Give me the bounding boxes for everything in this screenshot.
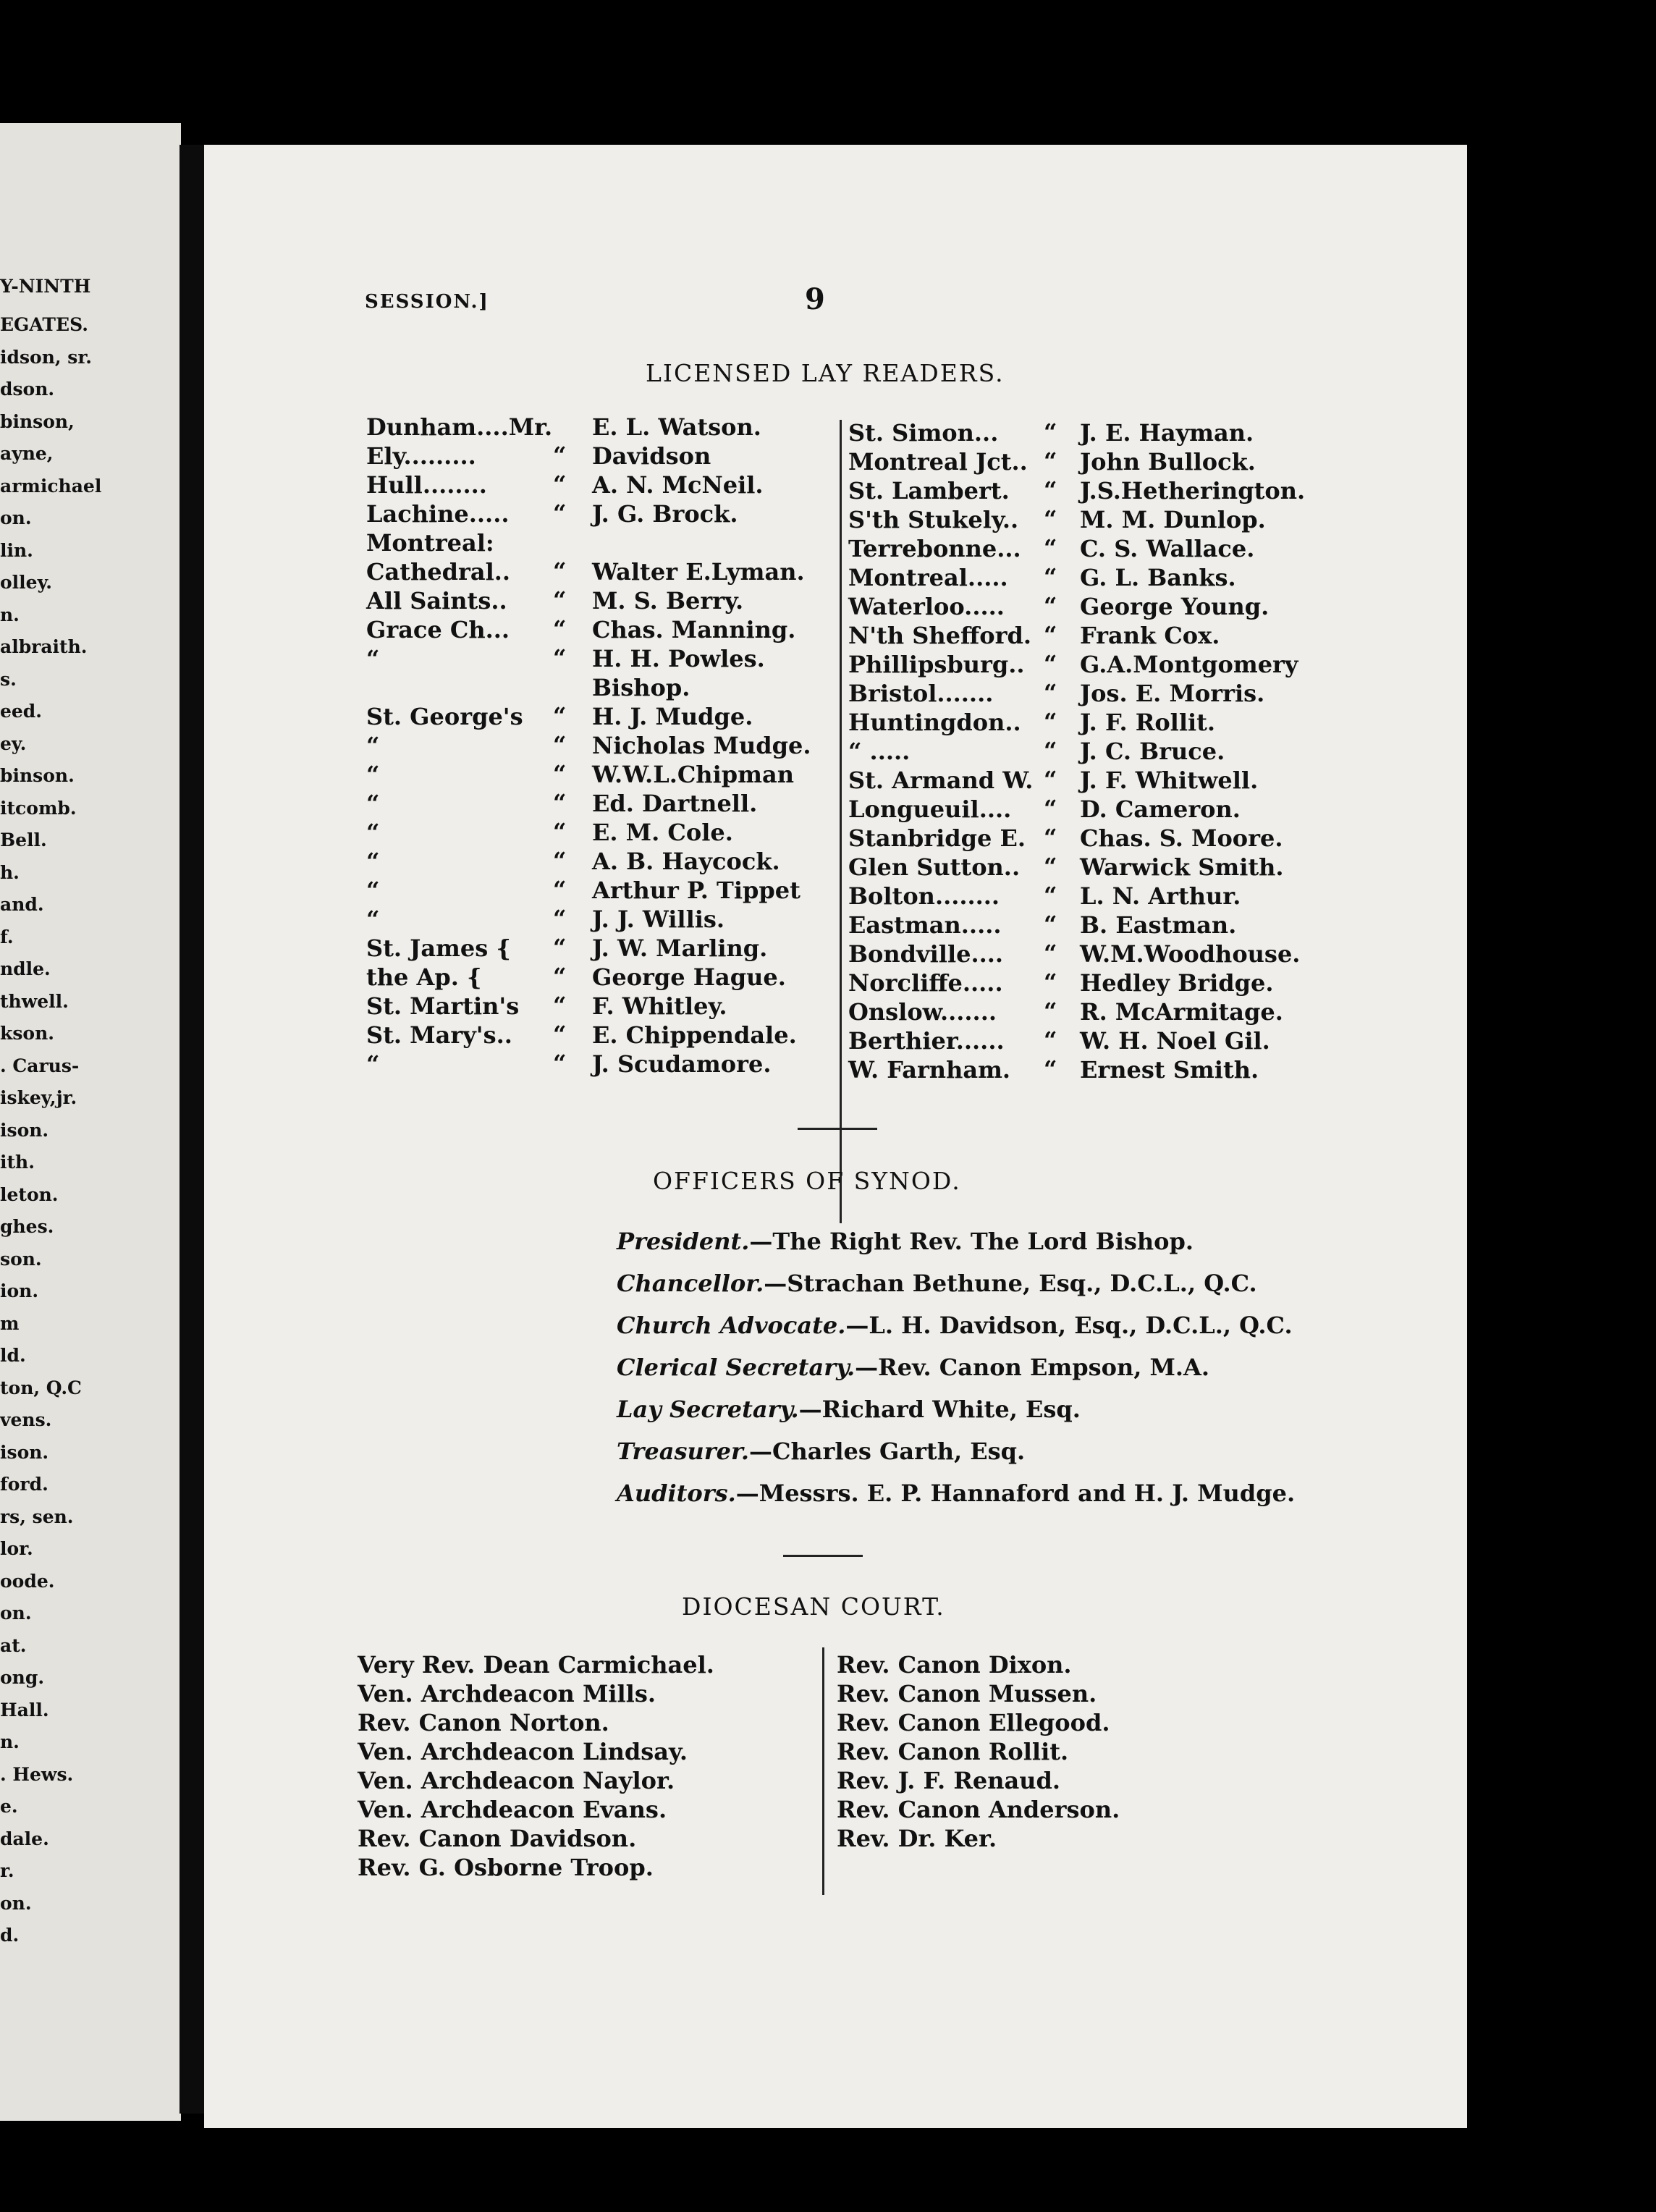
section-rule <box>783 1555 863 1557</box>
ditto-mark: “ <box>553 934 567 961</box>
reader-name: George Hague. <box>592 963 786 991</box>
reader-name: H. J. Mudge. <box>592 703 753 730</box>
officer-entry <box>617 1270 1257 1297</box>
reader-place: Norcliffe..... <box>848 969 1003 997</box>
reader-name: Chas. S. Moore. <box>1080 824 1283 852</box>
reader-place: Montreal..... <box>848 564 1008 591</box>
left-page-fragment-line: leton. <box>0 1183 59 1205</box>
left-page-fragment-line: ion. <box>0 1280 39 1301</box>
reader-place: St. James { <box>366 934 511 962</box>
reader-place: W. Farnham. <box>848 1056 1011 1084</box>
ditto-mark: “ <box>1044 940 1057 967</box>
ditto-mark: “ <box>553 644 567 672</box>
ditto-mark: “ <box>1044 882 1057 909</box>
left-page-fragment-line: ayne, <box>0 443 54 464</box>
reader-name: W. H. Noel Gil. <box>1080 1027 1270 1055</box>
reader-place: Waterloo..... <box>848 593 1005 620</box>
ditto-mark: “ <box>1044 563 1057 591</box>
ditto-mark: “ <box>1044 1026 1057 1054</box>
left-page-fragment-line: ison. <box>0 1119 49 1141</box>
ditto-mark: “ <box>1044 1055 1057 1083</box>
ditto-mark: “ <box>1044 795 1057 822</box>
binding-gutter <box>179 145 204 2114</box>
reader-name: A. N. McNeil. <box>592 471 764 499</box>
reader-place: Montreal Jct.. <box>848 448 1028 476</box>
reader-place: St. George's <box>366 703 523 730</box>
reader-name: B. Eastman. <box>1080 911 1237 939</box>
court-member: Rev. Canon Norton. <box>358 1709 609 1736</box>
reader-name: Ernest Smith. <box>1080 1056 1259 1084</box>
officer-holder: —Richard White, Esq. <box>798 1396 1081 1423</box>
reader-place: Dunham....Mr. <box>366 413 553 441</box>
court-title: DIOCESAN COURT. <box>682 1592 945 1621</box>
reader-name: J. C. Bruce. <box>1080 738 1225 765</box>
reader-place: Onslow....... <box>848 998 997 1026</box>
reader-name: E. Chippendale. <box>592 1021 797 1049</box>
left-page-fragment-line: ton, Q.C <box>0 1377 82 1398</box>
left-page-fragment-line: h. <box>0 861 20 883</box>
officer-role: Auditors. <box>617 1479 736 1507</box>
reader-place: “ <box>366 877 380 904</box>
ditto-mark: “ <box>553 442 567 469</box>
left-page-fragment-line: d. <box>0 1925 20 1946</box>
reader-name: Jos. E. Morris. <box>1080 680 1265 707</box>
left-page-fragment-line: dson. <box>0 379 55 400</box>
court-member: Rev. Canon Rollit. <box>837 1738 1069 1765</box>
court-member: Rev. Canon Mussen. <box>837 1680 1097 1707</box>
left-page-fragment-line: ghes. <box>0 1216 54 1237</box>
reader-place: “ <box>366 645 380 672</box>
officers-title: OFFICERS OF SYNOD. <box>653 1167 961 1195</box>
reader-place: “ <box>366 790 380 817</box>
reader-name: Arthur P. Tippet <box>592 877 800 904</box>
ditto-mark: “ <box>553 702 567 730</box>
reader-name: W.M.Woodhouse. <box>1080 940 1301 968</box>
reader-name: A. B. Haycock. <box>592 848 780 875</box>
reader-place: Cathedral.. <box>366 558 511 586</box>
ditto-mark: “ <box>1044 418 1057 446</box>
left-page-fragment-line: m <box>0 1312 20 1334</box>
court-member: Rev. Canon Davidson. <box>358 1825 637 1852</box>
left-page-fragment-line: oode. <box>0 1570 55 1592</box>
reader-place: Berthier...... <box>848 1027 1005 1055</box>
reader-name: G.A.Montgomery <box>1080 651 1298 678</box>
reader-place: Ely......... <box>366 442 476 470</box>
ditto-mark: “ <box>553 847 567 874</box>
left-page-fragment-line: kson. <box>0 1023 54 1044</box>
running-head: SESSION.] <box>365 291 489 313</box>
left-page-fragment-line: e. <box>0 1796 18 1817</box>
left-page-fragment-line: lin. <box>0 539 33 561</box>
reader-place: S'th Stukely.. <box>848 506 1019 533</box>
reader-place: Bondville.... <box>848 940 1004 968</box>
reader-name: M. M. Dunlop. <box>1080 506 1266 533</box>
left-page-fragment-line: on. <box>0 1603 32 1624</box>
left-page-fragment-line: ison. <box>0 1441 49 1463</box>
ditto-mark: “ <box>553 615 567 643</box>
left-page-fragment-line: f. <box>0 926 14 947</box>
left-page-fragment-line: on. <box>0 1892 32 1914</box>
officer-entry <box>617 1354 1209 1381</box>
reader-name: Bishop. <box>592 674 690 701</box>
left-page-fragment-line: albraith. <box>0 636 88 657</box>
reader-name: L. N. Arthur. <box>1080 882 1241 910</box>
officer-role: Lay Secretary. <box>617 1396 799 1423</box>
reader-name: J. E. Hayman. <box>1080 419 1254 447</box>
left-page-fragment-line: iskey,jr. <box>0 1087 77 1108</box>
ditto-mark: “ <box>553 586 567 614</box>
court-member: Rev. J. F. Renaud. <box>837 1767 1061 1794</box>
left-page-fragment-line: vens. <box>0 1409 52 1430</box>
court-member: Rev. G. Osborne Troop. <box>358 1854 654 1881</box>
ditto-mark: “ <box>1044 824 1057 851</box>
ditto-mark: “ <box>1044 621 1057 649</box>
left-page-fragment-line: ey. <box>0 733 27 754</box>
reader-name: George Young. <box>1080 593 1270 620</box>
ditto-mark: “ <box>553 1021 567 1048</box>
left-page-fragment-line: ld. <box>0 1345 26 1366</box>
reader-name: Davidson <box>592 442 711 470</box>
reader-place: Huntingdon.. <box>848 709 1021 736</box>
court-member: Ven. Archdeacon Evans. <box>358 1796 667 1823</box>
officer-role: President. <box>617 1228 750 1255</box>
reader-place: “ <box>366 732 380 759</box>
ditto-mark: “ <box>553 557 567 585</box>
ditto-mark: “ <box>553 818 567 845</box>
officer-holder: —Charles Garth, Esq. <box>749 1438 1026 1465</box>
reader-place: Lachine..... <box>366 500 510 528</box>
ditto-mark: “ <box>1044 505 1057 533</box>
section-rule <box>798 1128 877 1130</box>
left-page-fragment <box>0 123 181 2121</box>
ditto-mark: “ <box>1044 534 1057 562</box>
left-page-fragment-line: eed. <box>0 701 42 722</box>
court-member: Ven. Archdeacon Naylor. <box>358 1767 675 1794</box>
officer-entry <box>617 1228 1194 1255</box>
reader-place: “ ..... <box>848 738 911 765</box>
ditto-mark: “ <box>1044 708 1057 735</box>
ditto-mark: “ <box>1044 853 1057 880</box>
reader-place: Eastman..... <box>848 911 1002 939</box>
reader-place: Montreal: <box>366 529 494 557</box>
left-page-fragment-line: idson, sr. <box>0 346 92 368</box>
ditto-mark: “ <box>1044 997 1057 1025</box>
officer-entry <box>617 1438 1025 1465</box>
reader-place: St. Armand W. <box>848 767 1034 794</box>
reader-name: W.W.L.Chipman <box>592 761 794 788</box>
left-page-fragment-line: Hall. <box>0 1699 49 1721</box>
left-page-fragment-line: n. <box>0 1731 20 1752</box>
reader-name: J.S.Hetherington. <box>1080 477 1306 505</box>
left-page-fragment-line: on. <box>0 507 32 528</box>
left-page-fragment-line: at. <box>0 1634 27 1656</box>
left-page-fragment-line: ford. <box>0 1474 48 1495</box>
reader-place: N'th Shefford. <box>848 622 1031 649</box>
left-page-fragment-line: and. <box>0 894 44 915</box>
reader-name: Frank Cox. <box>1080 622 1220 649</box>
left-page-fragment-line: itcomb. <box>0 797 77 819</box>
reader-name: J. F. Rollit. <box>1080 709 1216 736</box>
left-page-fragment-line: son. <box>0 1248 42 1270</box>
main-page <box>204 145 1467 2128</box>
ditto-mark: “ <box>1044 968 1057 996</box>
reader-place: “ <box>366 1050 380 1078</box>
ditto-mark: “ <box>553 992 567 1019</box>
officer-holder: —L. H. Davidson, Esq., D.C.L., Q.C. <box>845 1312 1293 1339</box>
left-page-fragment-line: armichael <box>0 475 102 497</box>
ditto-mark: “ <box>553 963 567 990</box>
officer-role: Church Advocate. <box>617 1312 846 1339</box>
left-page-fragment-line: Bell. <box>0 830 47 850</box>
reader-name: C. S. Wallace. <box>1080 535 1255 562</box>
left-page-fragment-line: dale. <box>0 1828 49 1849</box>
left-page-fragment-line: r. <box>0 1860 14 1881</box>
reader-place: Terrebonne... <box>848 535 1021 562</box>
reader-place: “ <box>366 906 380 933</box>
ditto-mark: “ <box>1044 737 1057 764</box>
officer-holder: —Messrs. E. P. Hannaford and H. J. Mudge. <box>735 1479 1296 1507</box>
left-page-fragment-line: thwell. <box>0 990 69 1012</box>
ditto-mark: “ <box>553 760 567 788</box>
court-member: Ven. Archdeacon Mills. <box>358 1680 656 1707</box>
ditto-mark: “ <box>1044 911 1057 938</box>
officer-role: Chancellor. <box>617 1270 764 1297</box>
reader-place: Bolton........ <box>848 882 1000 910</box>
reader-name: H. H. Powles. <box>592 645 765 672</box>
reader-name: D. Cameron. <box>1080 795 1241 823</box>
reader-place: “ <box>366 761 380 788</box>
ditto-mark: “ <box>1044 766 1057 793</box>
court-member: Ven. Archdeacon Lindsay. <box>358 1738 688 1765</box>
reader-place: St. Lambert. <box>848 477 1010 505</box>
left-page-fragment-line: binson. <box>0 765 75 786</box>
reader-name: M. S. Berry. <box>592 587 744 615</box>
reader-name: F. Whitley. <box>592 992 727 1020</box>
left-page-fragment-line: ndle. <box>0 958 51 979</box>
reader-place: “ <box>366 848 380 875</box>
lay-readers-title: LICENSED LAY READERS. <box>646 359 1005 387</box>
officer-holder: —Strachan Bethune, Esq., D.C.L., Q.C. <box>764 1270 1257 1297</box>
ditto-mark: “ <box>553 470 567 498</box>
left-page-fragment-line: s. <box>0 668 17 690</box>
reader-name: R. McArmitage. <box>1080 998 1283 1026</box>
reader-place: Bristol....... <box>848 680 994 707</box>
reader-place: Grace Ch... <box>366 616 510 643</box>
reader-place: Phillipsburg.. <box>848 651 1025 678</box>
reader-name: J. Scudamore. <box>592 1050 772 1078</box>
left-page-fragment-line: rs, sen. <box>0 1506 74 1527</box>
ditto-mark: “ <box>553 905 567 932</box>
officer-role: Clerical Secretary. <box>617 1354 856 1381</box>
reader-name: E. L. Watson. <box>592 413 761 441</box>
reader-place: Hull........ <box>366 471 487 499</box>
left-page-fragment-line: lor. <box>0 1538 33 1559</box>
reader-name: Hedley Bridge. <box>1080 969 1274 997</box>
ditto-mark: “ <box>553 876 567 903</box>
ditto-mark: “ <box>553 731 567 759</box>
reader-name: J. W. Marling. <box>592 934 768 962</box>
ditto-mark: “ <box>1044 679 1057 706</box>
ditto-mark: “ <box>1044 447 1057 475</box>
reader-name: Ed. Dartnell. <box>592 790 758 817</box>
reader-name: John Bullock. <box>1080 448 1256 476</box>
officer-holder: —The Right Rev. The Lord Bishop. <box>749 1228 1194 1255</box>
ditto-mark: “ <box>1044 592 1057 620</box>
reader-place: St. Mary's.. <box>366 1021 512 1049</box>
left-page-fragment-line: . Hews. <box>0 1763 74 1785</box>
reader-place: Glen Sutton.. <box>848 853 1021 881</box>
court-member: Rev. Dr. Ker. <box>837 1825 997 1852</box>
court-member: Very Rev. Dean Carmichael. <box>358 1651 714 1679</box>
left-page-fragment-line: ith. <box>0 1152 35 1173</box>
reader-name: J. F. Whitwell. <box>1080 767 1259 794</box>
reader-place: St. Simon... <box>848 419 999 447</box>
left-page-fragment-line: EGATES. <box>0 314 88 335</box>
court-divider <box>822 1647 824 1895</box>
officer-role: Treasurer. <box>617 1438 749 1465</box>
left-page-fragment-line: binson, <box>0 410 75 432</box>
left-page-fragment-line: olley. <box>0 572 52 593</box>
reader-name: G. L. Banks. <box>1080 564 1236 591</box>
ditto-mark: “ <box>553 499 567 527</box>
ditto-mark: “ <box>1044 650 1057 677</box>
officer-entry <box>617 1312 1293 1339</box>
column-divider <box>840 420 842 1223</box>
reader-place: All Saints.. <box>366 587 507 615</box>
court-member: Rev. Canon Dixon. <box>837 1651 1072 1679</box>
officer-holder: —Rev. Canon Empson, M.A. <box>855 1354 1210 1381</box>
reader-place: St. Martin's <box>366 992 520 1020</box>
reader-name: J. J. Willis. <box>592 906 725 933</box>
ditto-mark: “ <box>553 789 567 816</box>
officer-entry <box>617 1479 1295 1507</box>
reader-name: Warwick Smith. <box>1080 853 1284 881</box>
left-page-header: Y-NINTH <box>0 276 91 297</box>
court-member: Rev. Canon Anderson. <box>837 1796 1120 1823</box>
officer-entry <box>617 1396 1081 1423</box>
left-page-fragment-line: ong. <box>0 1667 45 1688</box>
left-page-fragment-line: . Carus- <box>0 1055 80 1076</box>
ditto-mark: “ <box>1044 476 1057 504</box>
reader-name: E. M. Cole. <box>592 819 733 846</box>
reader-name: Walter E.Lyman. <box>592 558 805 586</box>
reader-place: “ <box>366 819 380 846</box>
reader-place: Stanbridge E. <box>848 824 1026 852</box>
reader-name: J. G. Brock. <box>592 500 738 528</box>
ditto-mark: “ <box>553 1050 567 1077</box>
left-page-fragment-line: n. <box>0 604 20 625</box>
reader-place: the Ap. { <box>366 963 482 991</box>
reader-name: Nicholas Mudge. <box>592 732 811 759</box>
court-member: Rev. Canon Ellegood. <box>837 1709 1110 1736</box>
page-number: 9 <box>805 282 825 316</box>
reader-name: Chas. Manning. <box>592 616 796 643</box>
reader-place: Longueuil.... <box>848 795 1012 823</box>
